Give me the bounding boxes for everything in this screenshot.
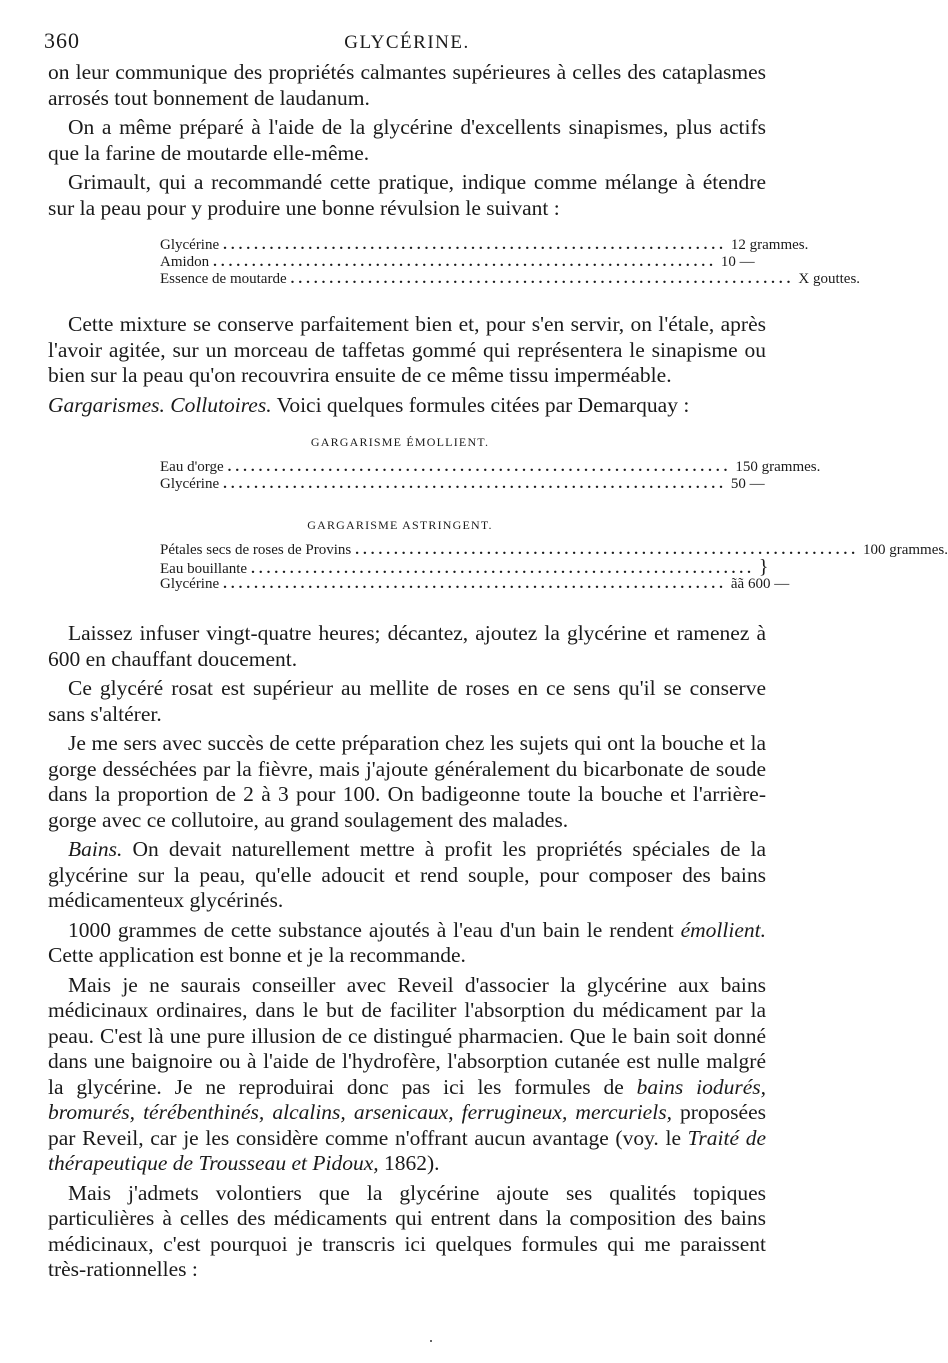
leader-dots: ................................................................. [290,271,795,287]
formula-title: GARGARISME ASTRINGENT. [307,518,493,532]
formula-gargarisme-emollient [160,434,821,493]
formula-row [160,271,861,288]
ingredient-name: Eau d'orge [160,459,224,475]
paragraph-9-text: On devait naturellement mettre à profit les propriétés spéciales de la glycérine sur la peau, qu'elle adoucit et rend souple, pour composer des bains médicamenteux glycérinés. [48,837,766,912]
book-page [44,28,948,1283]
leader-dots: ................................................................. [251,561,755,577]
ingredient-quantity: 12 grammes. [730,237,809,253]
section-heading-gargarismes: Gargarismes. Collutoires. [48,392,272,417]
paragraph-12: Mais j'admets volontiers que la glycérine ajoute ses qualités topiques particulières à celles des médicaments qui entrent dans la composition des bains médicinaux, c'est pourquoi je transcris ici quelques formules qui me paraissent très-rationnelles : [48,1180,766,1281]
paragraph-11-text-a: Mais je ne saurais conseiller avec Reveil d'associer la glycérine aux bains médicinaux ordinaires, dans le but de faciliter l'absorption du médicament par la peau. C'est là une pure illusion de ce distingué pharmacien. Que le bain soit donné dans une baignoire ou à l'aide de l'hydrofère, l'absorption cutanée est nulle malgré la glycérine. Je ne reproduirai donc pas ici les formules de [48,972,766,1099]
formula-sinapisme [160,237,861,288]
paragraph-7: Ce glycéré rosat est supérieur au mellite de roses en ce sens qu'il se conserve sans s'altérer. [48,676,766,726]
paragraph-8: Je me sers avec succès de cette préparation chez les sujets qui ont la bouche et la gorge desséchées par la fièvre, mais j'ajoute généralement du bicarbonate de soude dans la proportion de 2 à 3 pour 100. On badigeonne toute la bouche et l'arrière-gorge avec ce collutoire, au grand soulagement des malades. [48,731,766,832]
paragraph-4: Cette mixture se conserve parfaitement bien et, pour s'en servir, on l'étale, après l'avoir agitée, sur un morceau de taffetas gommé qui représentera le sinapisme ou bien sur la peau qu'on recouvrira ensuite de ce même tissu imperméable. [48,312,766,387]
leader-dots: ................................................................. [213,254,717,270]
ingredient-name: Glycérine [160,237,220,253]
paragraph-5 [48,393,766,419]
paragraph-10-italic: émollient. [680,917,766,942]
ingredient-quantity: 150 grammes. [735,459,821,475]
formula-gargarisme-astringent [160,517,948,593]
leader-dots: ................................................................. [355,542,859,558]
paragraph-10-text-b: Cette application est bonne et je la recommande. [48,943,466,967]
paragraph-11-text-b: proposées par Reveil, car je les considère comme n'offrant aucun avantage (voy. le [48,1100,767,1150]
paragraph-10 [48,918,766,969]
brace-icon: } [758,556,769,578]
formula-row [160,459,821,476]
page-number: 360 [44,28,80,53]
running-title: GLYCÉRINE. [344,32,470,53]
paragraph-3: Grimault, qui a recommandé cette pratique, indique comme mélange à étendre sur la peau pour y produire une bonne révulsion le suivant : [48,170,766,220]
paragraph-2: On a même préparé à l'aide de la glycérine d'excellents sinapismes, plus actifs que la farine de moutarde elle-même. [48,115,766,165]
ingredient-name: Pétales secs de roses de Provins [160,542,352,558]
leader-dots: ................................................................. [227,459,732,475]
leader-dots: ................................................................. [223,237,727,253]
ingredient-quantity: 50 — [730,476,765,492]
formula-row [160,476,765,493]
section-heading-bains: Bains. [68,837,123,861]
paragraph-11-italic-baths: bains iodurés, bromurés, térébenthinés, alcalins, arsenicaux, ferrugineux, mercuriels, [48,1074,767,1124]
ingredient-name: Essence de moutarde [160,271,287,287]
paragraph-6: Laissez infuser vingt-quatre heures; décantez, ajoutez la glycérine et ramenez à 600 en chauffant doucement. [48,621,766,671]
ingredient-name: Glycérine [160,576,220,592]
paragraph-11 [48,973,766,1177]
ingredient-name: Glycérine [160,476,220,492]
leader-dots: ................................................................. [223,476,727,492]
paragraph-11-italic-reference: Traité de thérapeutique de Trousseau et Pidoux, [48,1125,766,1175]
formula-row [160,254,755,271]
ingredient-quantity: 100 grammes. [862,542,948,558]
ingredient-quantity: ãã 600 — [730,576,790,592]
ingredient-quantity: 10 — [720,254,755,270]
paragraph-1: on leur communique des propriétés calmantes supérieures à celles des cataplasmes arrosés tout bonnement de laudanum. [48,60,766,110]
ingredient-name: Eau bouillante [160,561,248,577]
formula-row [160,542,948,559]
paragraph-11-text-c: 1862). [378,1151,440,1175]
ingredient-name: Amidon [160,254,210,270]
leader-dots: ................................................................. [223,576,727,592]
formula-row [160,237,809,254]
formula-row [160,556,769,578]
page-header [44,28,766,60]
formula-row [160,576,790,593]
paragraph-9 [48,837,766,914]
print-mark [430,1340,432,1342]
formula-title: GARGARISME ÉMOLLIENT. [310,435,490,449]
ingredient-quantity: X gouttes. [798,271,861,287]
paragraph-10-text-a: 1000 grammes de cette substance ajoutés à l'eau d'un bain le rendent [68,917,681,942]
paragraph-5-text: Voici quelques formules citées par Demarquay : [271,392,690,417]
